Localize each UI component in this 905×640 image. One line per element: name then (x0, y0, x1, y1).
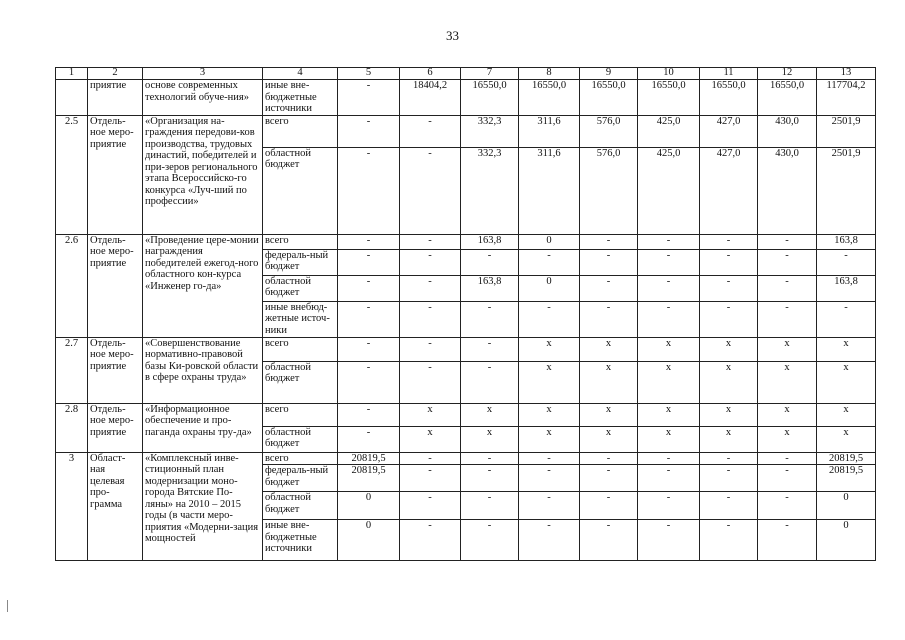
event-name: основе современных технологий обуче-ния» (143, 80, 263, 116)
value-cell: - (758, 520, 817, 561)
column-header: 3 (143, 68, 263, 80)
value-cell: 20819,5 (817, 465, 876, 492)
value-cell: - (700, 492, 758, 520)
value-cell: 16550,0 (519, 80, 580, 116)
value-cell: - (338, 115, 400, 147)
event-name: «Комплексный инве-стиционный план модернизации моно-города Вятские По-ляны» на 2010 – 2015 годы (в части меро-приятия «Модерни-зация мощностей (143, 452, 263, 561)
row-number: 3 (56, 452, 88, 561)
value-cell: - (461, 492, 519, 520)
funding-source: областной бюджет (263, 147, 338, 234)
value-cell: x (817, 426, 876, 452)
value-cell: - (638, 452, 700, 465)
value-cell: - (338, 301, 400, 337)
value-cell: - (461, 520, 519, 561)
value-cell: - (817, 249, 876, 275)
value-cell: 0 (519, 275, 580, 301)
value-cell: - (400, 115, 461, 147)
value-cell: 332,3 (461, 115, 519, 147)
value-cell: 2501,9 (817, 115, 876, 147)
value-cell: x (519, 426, 580, 452)
column-header: 2 (88, 68, 143, 80)
funding-source: иные внебюд-жетные источ-ники (263, 301, 338, 337)
value-cell: - (400, 361, 461, 403)
value-cell: - (338, 147, 400, 234)
funding-source: иные вне-бюджетные источники (263, 80, 338, 116)
value-cell: x (758, 337, 817, 361)
value-cell: - (461, 361, 519, 403)
value-cell: - (400, 147, 461, 234)
value-cell: - (400, 492, 461, 520)
row-number (56, 80, 88, 116)
value-cell: - (580, 275, 638, 301)
value-cell: - (580, 520, 638, 561)
value-cell: x (638, 426, 700, 452)
value-cell: - (400, 275, 461, 301)
event-name: «Совершенствование нормативно-правовой базы Ки-ровской области в сфере охраны труда» (143, 337, 263, 403)
value-cell: - (400, 520, 461, 561)
funding-source: областной бюджет (263, 492, 338, 520)
value-cell: 163,8 (817, 275, 876, 301)
column-header: 8 (519, 68, 580, 80)
value-cell: - (638, 234, 700, 249)
column-header: 7 (461, 68, 519, 80)
row-number: 2.7 (56, 337, 88, 403)
scan-mark (7, 600, 8, 612)
value-cell: - (338, 80, 400, 116)
value-cell: - (519, 520, 580, 561)
value-cell: 425,0 (638, 147, 700, 234)
row-number: 2.8 (56, 403, 88, 452)
funding-source: федераль-ный бюджет (263, 249, 338, 275)
value-cell: - (580, 234, 638, 249)
value-cell: x (400, 426, 461, 452)
row-number: 2.6 (56, 234, 88, 337)
value-cell: 2501,9 (817, 147, 876, 234)
header-row (56, 68, 876, 80)
value-cell: - (519, 465, 580, 492)
value-cell: 16550,0 (461, 80, 519, 116)
funding-source: федераль-ный бюджет (263, 465, 338, 492)
value-cell: - (580, 301, 638, 337)
value-cell: - (338, 361, 400, 403)
column-header: 12 (758, 68, 817, 80)
value-cell: x (519, 361, 580, 403)
value-cell: - (700, 520, 758, 561)
value-cell: 0 (338, 492, 400, 520)
value-cell: 425,0 (638, 115, 700, 147)
value-cell: 163,8 (817, 234, 876, 249)
page-number: 33 (446, 28, 459, 43)
value-cell: - (758, 301, 817, 337)
value-cell: x (519, 403, 580, 426)
value-cell: - (461, 301, 519, 337)
event-type: Отдель-ное меро-приятие (88, 337, 143, 403)
value-cell: x (580, 403, 638, 426)
value-cell: 427,0 (700, 115, 758, 147)
value-cell: - (758, 452, 817, 465)
value-cell: 332,3 (461, 147, 519, 234)
value-cell: 311,6 (519, 115, 580, 147)
value-cell: x (700, 426, 758, 452)
value-cell: 16550,0 (700, 80, 758, 116)
value-cell: x (638, 361, 700, 403)
value-cell: - (338, 234, 400, 249)
value-cell: - (638, 275, 700, 301)
value-cell: 0 (817, 520, 876, 561)
value-cell: - (400, 337, 461, 361)
column-header: 10 (638, 68, 700, 80)
value-cell: 163,8 (461, 234, 519, 249)
value-cell: 0 (817, 492, 876, 520)
column-header: 6 (400, 68, 461, 80)
value-cell: - (519, 249, 580, 275)
value-cell: x (461, 426, 519, 452)
table-row (56, 234, 876, 249)
value-cell: 163,8 (461, 275, 519, 301)
column-header: 9 (580, 68, 638, 80)
value-cell: 117704,2 (817, 80, 876, 116)
value-cell: - (580, 249, 638, 275)
value-cell: 430,0 (758, 147, 817, 234)
value-cell: - (758, 275, 817, 301)
value-cell: - (638, 520, 700, 561)
value-cell: - (700, 249, 758, 275)
value-cell: - (638, 249, 700, 275)
value-cell: - (400, 249, 461, 275)
value-cell: - (700, 275, 758, 301)
value-cell: - (461, 452, 519, 465)
value-cell: - (700, 301, 758, 337)
value-cell: 16550,0 (580, 80, 638, 116)
value-cell: x (638, 337, 700, 361)
column-header: 4 (263, 68, 338, 80)
funding-source: иные вне-бюджетные источники (263, 520, 338, 561)
value-cell: - (338, 275, 400, 301)
value-cell: x (817, 361, 876, 403)
value-cell: - (758, 492, 817, 520)
event-type: Отдель-ное меро-приятие (88, 115, 143, 234)
column-header: 11 (700, 68, 758, 80)
value-cell: - (580, 492, 638, 520)
row-number: 2.5 (56, 115, 88, 234)
value-cell: x (519, 337, 580, 361)
value-cell: x (700, 361, 758, 403)
funding-source: всего (263, 115, 338, 147)
value-cell: x (580, 337, 638, 361)
value-cell: - (338, 403, 400, 426)
value-cell: - (638, 301, 700, 337)
value-cell: x (700, 403, 758, 426)
value-cell: 18404,2 (400, 80, 461, 116)
value-cell: x (758, 361, 817, 403)
value-cell: - (461, 465, 519, 492)
value-cell: x (461, 403, 519, 426)
value-cell: x (580, 361, 638, 403)
funding-source: областной бюджет (263, 426, 338, 452)
table-row (56, 115, 876, 147)
value-cell: 20819,5 (817, 452, 876, 465)
value-cell: - (400, 234, 461, 249)
value-cell: - (758, 249, 817, 275)
table-row (56, 452, 876, 465)
event-type: Отдель-ное меро-приятие (88, 403, 143, 452)
value-cell: x (400, 403, 461, 426)
value-cell: - (519, 492, 580, 520)
event-name: «Информационное обеспечение и про-паганда охраны тру-да» (143, 403, 263, 452)
budget-table (55, 67, 876, 561)
value-cell: x (758, 426, 817, 452)
value-cell: x (817, 403, 876, 426)
value-cell: - (338, 337, 400, 361)
value-cell: - (700, 465, 758, 492)
value-cell: - (400, 465, 461, 492)
value-cell: - (580, 465, 638, 492)
table-row (56, 403, 876, 426)
table-row (56, 337, 876, 361)
column-header: 13 (817, 68, 876, 80)
table-row (56, 80, 876, 116)
value-cell: 311,6 (519, 147, 580, 234)
column-header: 5 (338, 68, 400, 80)
column-header: 1 (56, 68, 88, 80)
value-cell: - (638, 465, 700, 492)
value-cell: - (519, 452, 580, 465)
value-cell: 427,0 (700, 147, 758, 234)
value-cell: - (461, 337, 519, 361)
table-body (56, 68, 876, 561)
value-cell: x (817, 337, 876, 361)
funding-source: всего (263, 452, 338, 465)
event-type: приятие (88, 80, 143, 116)
value-cell: - (338, 426, 400, 452)
value-cell: - (338, 249, 400, 275)
value-cell: - (817, 301, 876, 337)
funding-source: областной бюджет (263, 361, 338, 403)
value-cell: 20819,5 (338, 465, 400, 492)
value-cell: - (638, 492, 700, 520)
funding-source: всего (263, 234, 338, 249)
value-cell: - (700, 234, 758, 249)
event-type: Отдель-ное меро-приятие (88, 234, 143, 337)
value-cell: - (758, 234, 817, 249)
value-cell: 16550,0 (758, 80, 817, 116)
value-cell: 576,0 (580, 147, 638, 234)
value-cell: x (638, 403, 700, 426)
value-cell: 430,0 (758, 115, 817, 147)
value-cell: x (758, 403, 817, 426)
value-cell: - (758, 465, 817, 492)
value-cell: 20819,5 (338, 452, 400, 465)
value-cell: - (400, 301, 461, 337)
value-cell: x (700, 337, 758, 361)
funding-source: всего (263, 337, 338, 361)
event-type: Област-ная целевая про-грамма (88, 452, 143, 561)
value-cell: - (400, 452, 461, 465)
value-cell: - (461, 249, 519, 275)
funding-source: всего (263, 403, 338, 426)
event-name: «Проведение цере-монии награждения победителей ежегод-ного областного кон-курса «Инженер го-да» (143, 234, 263, 337)
value-cell: - (700, 452, 758, 465)
value-cell: 576,0 (580, 115, 638, 147)
value-cell: 0 (519, 234, 580, 249)
value-cell: - (580, 452, 638, 465)
value-cell: - (519, 301, 580, 337)
value-cell: 16550,0 (638, 80, 700, 116)
value-cell: 0 (338, 520, 400, 561)
value-cell: x (580, 426, 638, 452)
event-name: «Организация на-граждения передови-ков производства, трудовых династий, победителей и при-зеров регионального этапа Всероссийско-го конкурса «Луч-ший по профессии» (143, 115, 263, 234)
funding-source: областной бюджет (263, 275, 338, 301)
